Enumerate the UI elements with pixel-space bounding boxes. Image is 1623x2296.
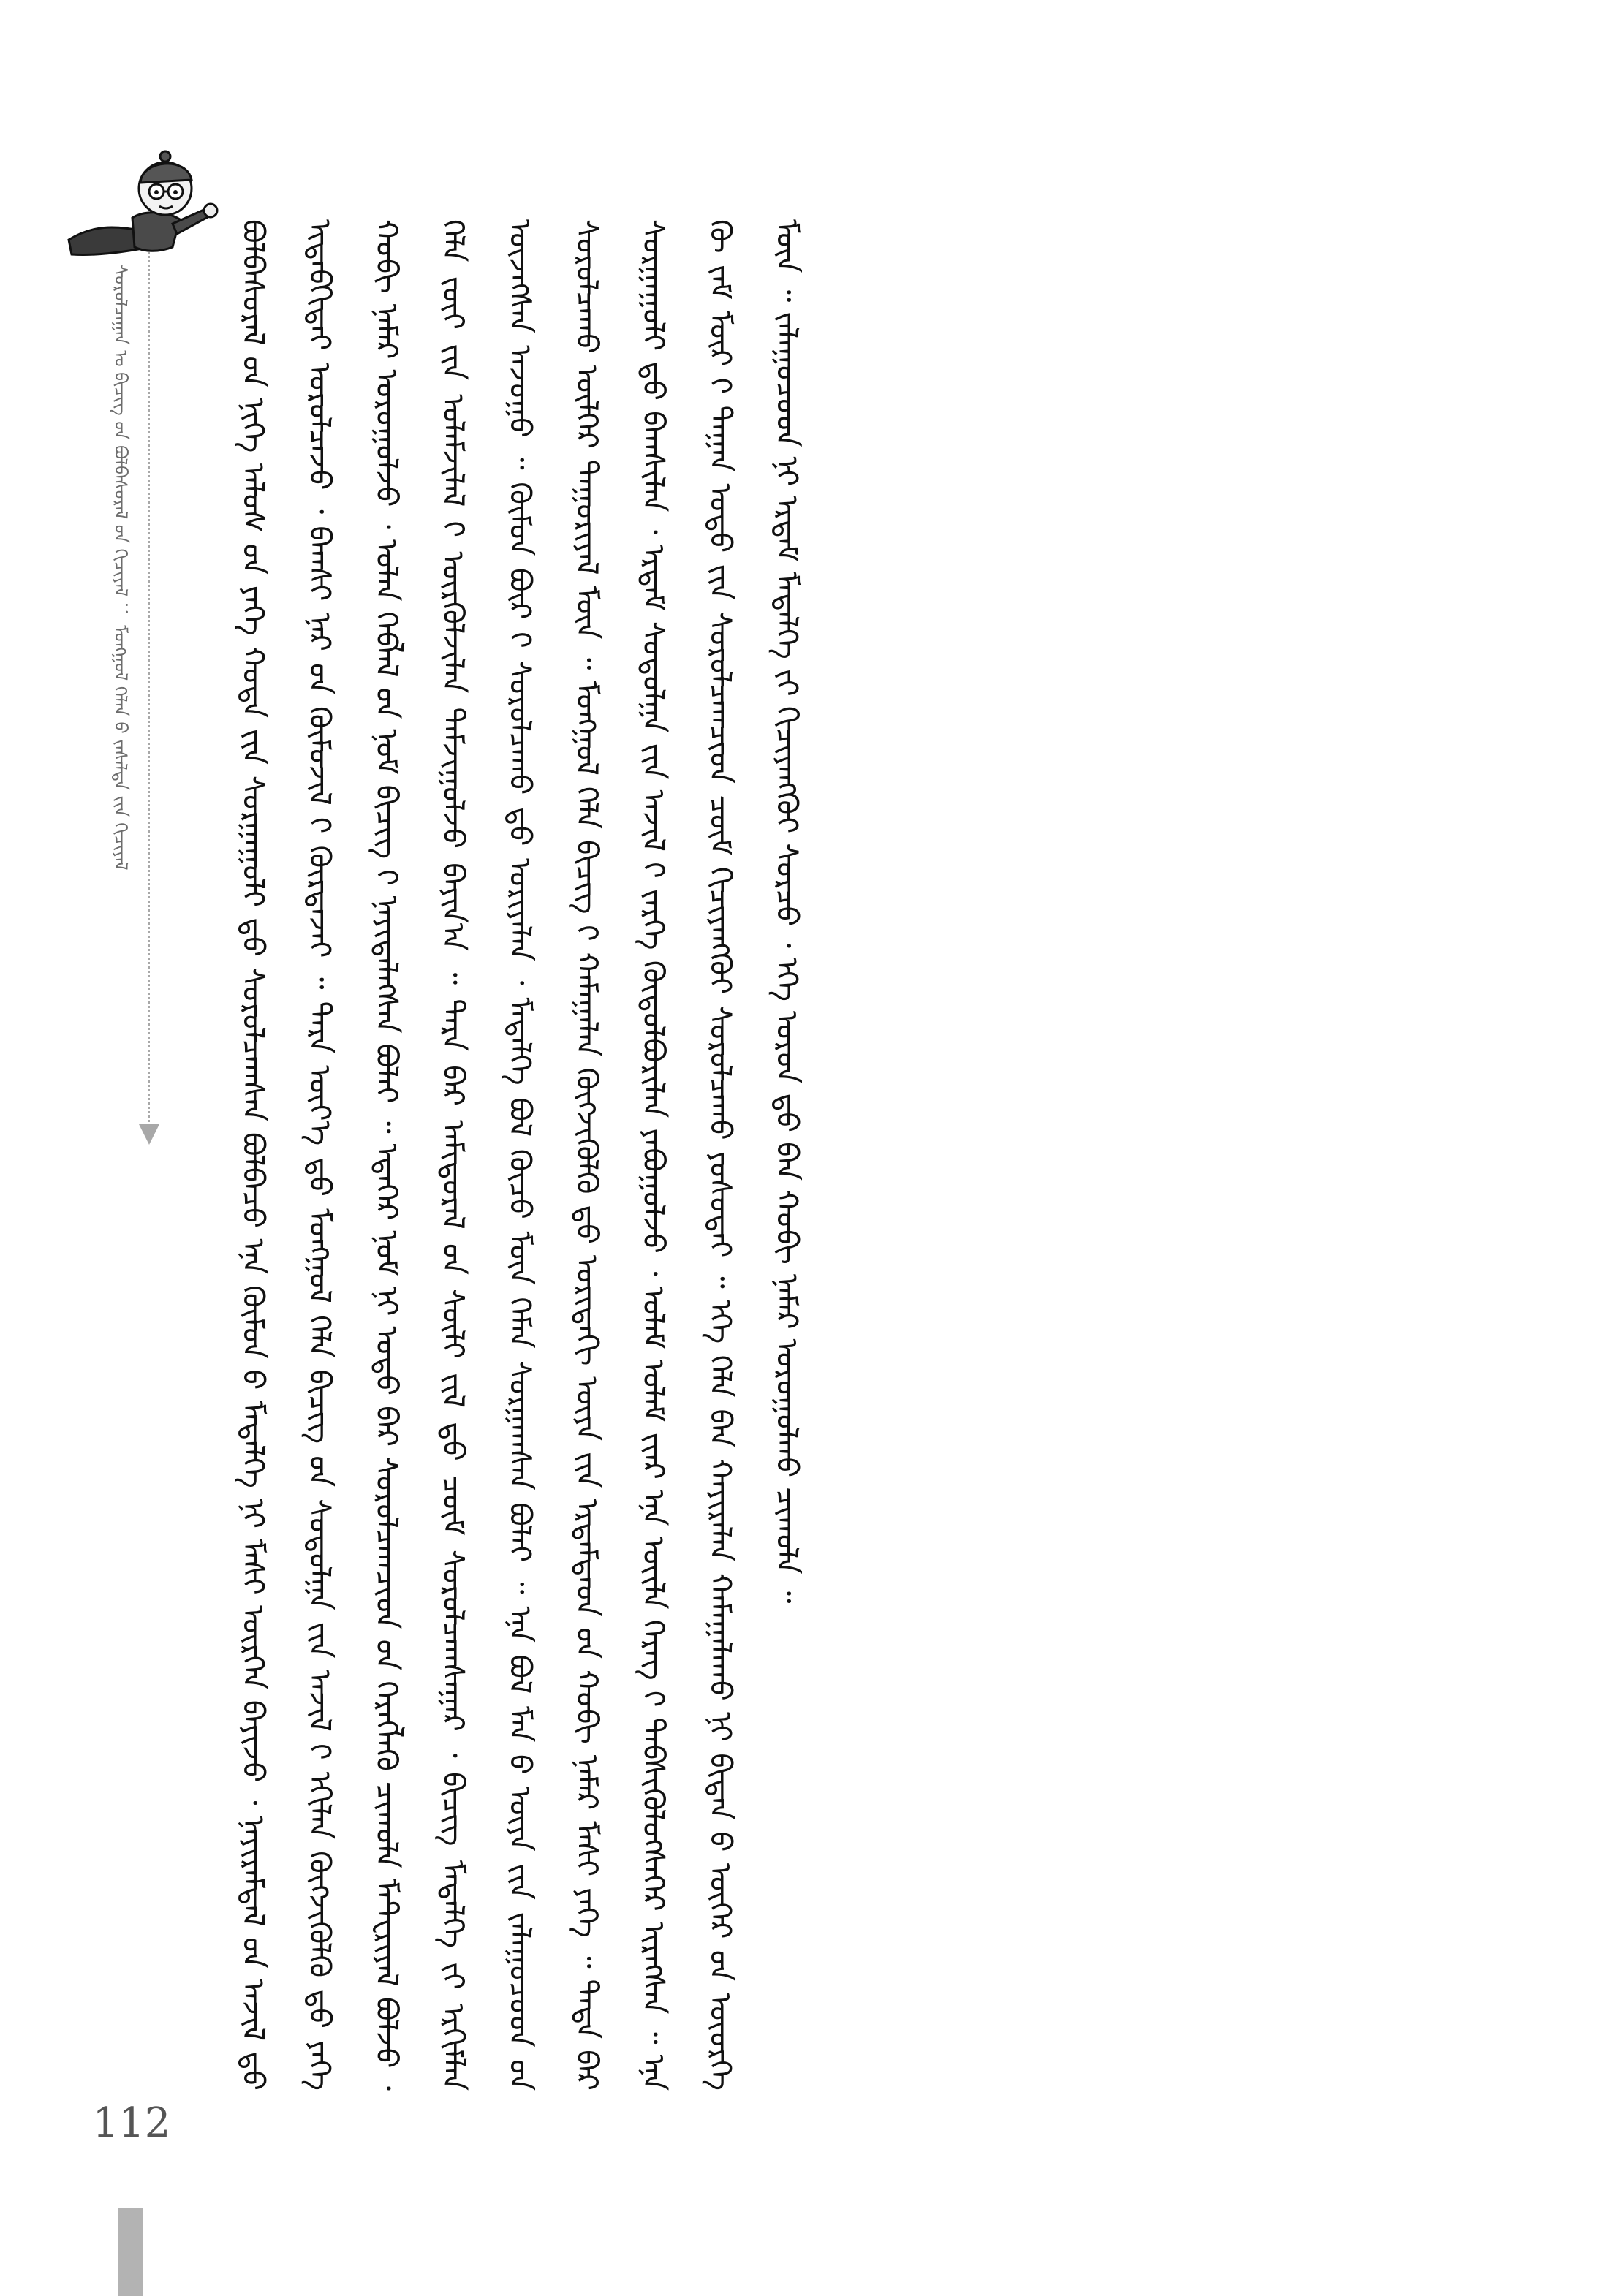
body-text: ᠪᠣᠯᠪᠠᠰᠤᠷᠠᠯ ᠤ᠋ᠨ ᠨᠢᠭᠡ ᠠᠯᠤᠰ ᠤ᠋ᠨ ᠶᠡᠬᠡ ᠬᠣᠲᠠ ᠶ᠋ᠢᠨ ᠰᠤᠷᠭᠠᠭᠤᠯᠢ ᠳ᠋ᠤ ᠰᠤᠷᠤᠯᠴᠠᠭᠰᠠᠨ ᠪᠣᠯᠪᠠᠴᠤ ᠡᠨᠡ ᠬᠦᠮᠦᠨ ᠤ᠋ ᠮᠡᠳᠡᠯᠭᠡ ᠨᠢ ᠮᠠᠰᠢ ᠥᠷᠭᠡᠨ ᠪᠠᠶᠢᠵᠤ ᠂ ᠨᠠᠶᠢᠷᠠᠮᠳᠠᠯ ᠤ᠋ᠨ ᠠᠵᠢᠯ ᠳ᠋ᠤ ᠢᠳᠡᠪᠬᠢᠲᠡᠶ ᠣᠷᠤᠯᠴᠠᠵᠤ ᠂ ᠪᠠᠭᠰᠢ ᠨᠠᠷ ᠤ᠋ᠨ ᠬᠥᠮᠦᠵᠢᠯ ᠢ᠋ ᠬᠦᠷᠲᠡᠵᠡᠢ ᠃ ᠲᠡᠷᠡ ᠦᠶ᠎ᠡ ᠳ᠋ᠦ ᠮᠣᠩᠭᠣᠯ ᠬᠡᠯᠡ ᠪᠢᠴᠢᠭ ᠤ᠋ᠨ ᠰᠤᠳᠤᠯᠭᠠ ᠶ᠋ᠢᠨ ᠠᠵᠢᠯ ᠢ᠋ ᠡᠬᠢᠯᠡᠨ ᠬᠥᠭᠵᠢᠭᠦᠯᠬᠦ ᠳ᠋ᠦ ᠶᠡᠬᠡ ᠬᠤᠪᠢ ᠨᠡᠮᠡᠷ ᠣᠷᠤᠭᠤᠯᠵᠤ ᠂ ᠣᠯᠠᠨ ᠬᠡᠪᠯᠡᠯ ᠦ᠋ᠨ ᠨᠣᠮ ᠪᠢᠴᠢᠭ ᠢ᠋ ᠨᠡᠶᠢᠲᠡᠯᠡᠭᠰᠡᠨ ᠪᠣᠯᠠᠢ ᠃ ᠡᠳᠡᠭᠡᠷ ᠨᠣᠮ ᠨᠢ ᠣᠳᠣ ᠪᠠᠷ ᠰᠤᠷᠤᠯᠴᠠᠭᠴᠢᠳ ᠤ᠋ᠨ ᠬᠡᠷᠡᠭᠯᠡᠬᠦ ᠴᠢᠬᠤᠯᠠ ᠮᠠᠲᠧᠷᠢᠶᠠᠯ ᠪᠣᠯᠵᠤ ᠂ ᠬᠡᠯᠡ ᠵᠦᠢ ᠶ᠋ᠢᠨ ᠤᠯᠠᠮᠵᠢᠯᠠᠯ ᠢ᠋ ᠦᠷᠭᠦᠯᠵᠢᠯᠡᠨ ᠳᠠᠮᠵᠢᠭᠤᠯᠵᠤ ᠪᠠᠶᠢᠨ᠎ᠠ ᠃ ᠲᠡᠷᠡ ᠪᠡᠷ ᠠᠮᠢᠳᠤᠷᠠᠯ ᠤ᠋ᠨ ᠰᠦᠯᠢ ᠵᠢᠯ ᠳ᠋ᠦ ᠴᠥᠮ ᠰᠤᠷᠤᠯᠴᠠᠭᠰᠠᠭᠠᠷ ᠂ ᠪᠢᠴᠢᠭ ᠮᠡᠳᠡᠯᠭᠡ ᠶ᠋ᠢ ᠡᠷᠬᠢᠮᠯᠡᠨ ᠦᠵᠡᠭᠰᠡᠨ ᠠᠵᠤᠭᠤ ᠃ ᠬᠦᠮᠦᠨ ᠪᠦᠷ ᠢ᠋ ᠰᠤᠷᠤᠯᠴᠠᠬᠤ ᠳ᠋ᠤ ᠤᠷᠢᠶᠠᠯᠠᠨ ᠂ ᠮᠡᠳᠡᠯᠭᠡ ᠪᠣᠯ ᠬᠦᠴᠦ ᠮᠥᠨ ᠬᠡᠮᠡᠨ ᠰᠤᠷᠭᠠᠭᠰᠠᠨ ᠪᠣᠯᠠᠢ ᠃ ᠡᠨᠡ ᠪᠣᠯ ᠮᠠᠨ ᠤ᠋ ᠦᠶᠡ ᠶ᠋ᠢᠨ ᠵᠠᠯᠠᠭᠤᠴᠤᠳ ᠤ᠋ᠨ ᠰᠤᠷᠤᠯᠴᠠᠬᠤ ᠦᠯᠭᠡᠷ ᠳᠠᠭᠤᠷᠢᠶᠠᠯ ᠮᠥᠨ ᠃ ᠮᠣᠩᠭᠣᠯ ᠬᠡᠯᠡ ᠪᠢᠴᠢᠭ ᠢ᠋ ᠬᠠᠮᠠᠭᠠᠯᠠᠨ ᠬᠥᠭᠵᠢᠭᠦᠯᠬᠦ ᠳ᠋ᠦ ᠤᠷᠢᠳᠠᠬᠢ ᠦᠶᠡ ᠶ᠋ᠢᠨ ᠡᠷᠳᠡᠮᠲᠡᠳ ᠤ᠋ᠨ ᠬᠤᠪᠢ ᠨᠡᠮᠡᠷ ᠮᠠᠰᠢ ᠶᠡᠬᠡ ᠃ ᠲᠡᠳᠡ ᠪᠡᠷ ᠰᠤᠷᠭᠠᠭᠤᠯᠢ ᠳ᠋ᠤ ᠪᠠᠭᠰᠢᠯᠠᠨ ᠂ ᠡᠷᠳᠡᠮ ᠰᠤᠳᠤᠯᠭᠠ ᠶ᠋ᠢᠨ ᠠᠵᠢᠯ ᠢ᠋ ᠵᠡᠷᠭᠡ ᠬᠥᠲᠦᠯᠪᠦᠷᠢᠯᠡᠨ ᠶᠠᠪᠤᠭᠤᠯᠵᠤ ᠂ ᠤᠯᠠᠮ ᠤᠯᠠᠮ ᠢ᠋ᠶ᠋ᠠᠷ ᠡᠨᠡ ᠦᠢᠯᠡ ᠬᠡᠷᠡᠭ ᠢ᠋ ᠳᠡᠪᠰᠢᠭᠦᠯᠦᠭᠰᠡᠭᠡᠷ ᠢᠷᠡᠭᠰᠡᠨ ᠃ ᠡᠨᠡ ᠬᠦ ᠵᠠᠮ ᠮᠥᠷ ᠢ᠋ ᠳᠠᠭᠠᠨ ᠣᠳᠣ ᠶ᠋ᠢᠨ ᠰᠤᠷᠤᠯᠴᠠᠭᠴᠢᠳ ᠴᠥᠮ ᠬᠢᠴᠢᠶᠡᠩᠭᠦᠢ ᠰᠤᠷᠤᠯᠴᠠᠬᠤ ᠶᠣᠰᠣᠲᠠᠢ ᠃ ᠡᠬᠡ ᠬᠡᠯᠡ ᠪᠡᠨ ᠬᠠᠶᠢᠷᠠᠯᠠᠨ ᠬᠠᠮᠠᠭᠠᠯᠠᠬᠤ ᠨᠢ ᠪᠢᠳᠡᠨ ᠦ᠌ ᠦᠭᠡᠷ ᠤ᠋ᠨ ᠦᠦᠷᠭᠡ ᠮᠥᠨ ᠃ ᠵᠠᠯᠠᠭᠤᠴᠤᠳ ᠨᠢ ᠡᠷᠳᠡᠮ ᠮᠡᠳᠡᠯᠭᠡ ᠶ᠋ᠢ ᠬᠢᠴᠢᠶᠡᠩᠭᠦᠢ ᠰᠤᠷᠴᠤ ᠂ ᠡᠬᠡ ᠣᠷᠣᠨ ᠳ᠋ᠤ ᠪᠡᠨ ᠬᠤᠪᠢ ᠨᠡᠮᠡᠷ ᠣᠷᠤᠭᠤᠯᠬᠤ ᠴᠢᠬᠤᠯᠠ ᠃ <box>235 219 805 2091</box>
header-dotted-line <box>148 252 150 1122</box>
triangle-marker-icon <box>139 1124 159 1145</box>
running-header: ᠰᠤᠷᠤᠯᠴᠠᠭᠠᠨ ᠤ ᠪᠢᠴᠢᠭ ᠤ᠋ᠨ ᠪᠣᠯᠪᠠᠰᠤᠷᠠᠯ ᠤ᠋ᠨ ᠬᠢᠴᠢᠶᠡᠯ ： ᠮᠣᠩᠭᠣᠯ ᠬᠡᠯᠡᠨ ᠤ᠋ ᠵᠠᠰᠠᠯᠲᠠ ᠶ᠋ᠢᠨ ᠬᠢᠴᠢᠶᠡᠯ <box>110 265 131 871</box>
page-number: 112 <box>92 2099 171 2147</box>
page-edge-tab <box>118 2208 143 2296</box>
cartoon-boy-with-glasses-icon <box>63 137 231 269</box>
